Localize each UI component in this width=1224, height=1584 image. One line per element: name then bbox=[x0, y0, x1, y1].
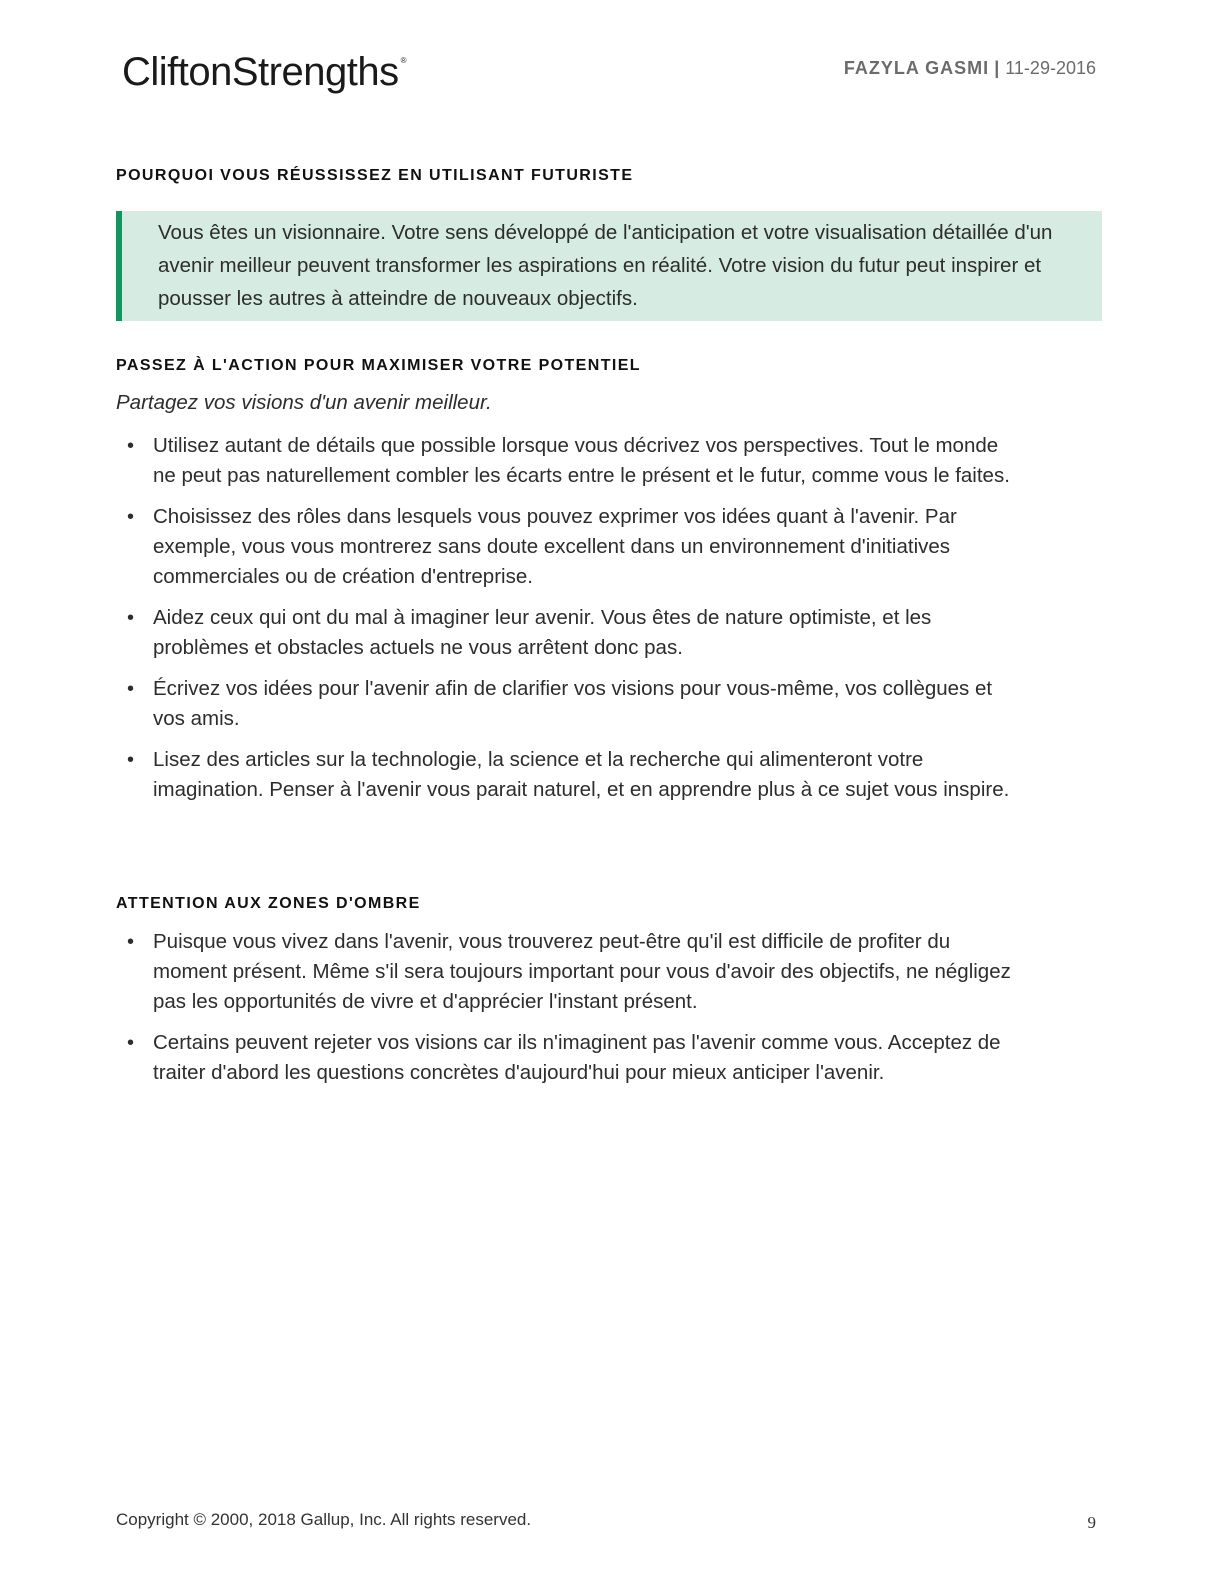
list-item bbox=[116, 502, 1026, 592]
list-item bbox=[116, 927, 1026, 1017]
list-item-text: Utilisez autant de détails que possible lorsque vous décrivez vos perspectives. Tout le monde ne peut pas naturellement combler les écarts entre le présent et le futur, comme vous le faites. bbox=[153, 434, 1010, 487]
copyright-notice: Copyright © 2000, 2018 Gallup, Inc. All rights reserved. bbox=[116, 1510, 532, 1529]
list-item bbox=[116, 745, 1026, 805]
list-item bbox=[116, 603, 1026, 663]
list-item-text: Choisissez des rôles dans lesquels vous pouvez exprimer vos idées quant à l'avenir. Par exemple, vous vous montrerez sans doute excellent dans un environnement d'initiatives commerciales ou de création d'entreprise. bbox=[153, 505, 957, 588]
report-owner-header bbox=[844, 58, 1096, 79]
person-name: FAZYLA GASMI bbox=[843, 58, 990, 78]
logo-text: CliftonStrengths bbox=[122, 50, 399, 94]
list-item bbox=[116, 674, 1026, 734]
list-item-text: Lisez des articles sur la technologie, la science et la recherche qui alimenteront votre imagination. Penser à l'avenir vous parait naturel, et en apprendre plus à ce sujet vous inspire. bbox=[153, 748, 1010, 801]
registered-mark: ® bbox=[400, 56, 406, 65]
bullet-icon: • bbox=[127, 678, 135, 700]
action-intro: Partagez vos visions d'un avenir meilleur. bbox=[116, 391, 492, 414]
bullet-icon: • bbox=[127, 435, 135, 457]
page-number: 9 bbox=[1087, 1513, 1096, 1532]
bullet-icon: • bbox=[127, 931, 135, 953]
list-item-text: Puisque vous vivez dans l'avenir, vous trouverez peut-être qu'il est difficile de profiter du moment présent. Même s'il sera toujours important pour vous d'avoir des objectifs, ne négligez pas les opportunités de vivre et d'apprécier l'instant présent. bbox=[153, 930, 1011, 1013]
list-item bbox=[116, 431, 1026, 491]
blind-spots-bullet-list bbox=[116, 927, 1026, 1099]
list-item-text: Certains peuvent rejeter vos visions car ils n'imaginent pas l'avenir comme vous. Acceptez de traiter d'abord les questions concrètes d'aujourd'hui pour mieux anticiper l'avenir. bbox=[153, 1031, 1001, 1084]
cliftonstrengths-logo bbox=[122, 50, 406, 95]
bullet-icon: • bbox=[127, 1032, 135, 1054]
action-bullet-list bbox=[116, 431, 1026, 816]
report-date: 11-29-2016 bbox=[1005, 58, 1096, 78]
section-heading-action: PASSEZ À L'ACTION POUR MAXIMISER VOTRE POTENTIEL bbox=[116, 357, 641, 374]
bullet-icon: • bbox=[127, 749, 135, 771]
header-separator: | bbox=[994, 58, 1001, 78]
bullet-icon: • bbox=[127, 607, 135, 629]
list-item-text: Écrivez vos idées pour l'avenir afin de clarifier vos visions pour vous-même, vos collègues et vos amis. bbox=[153, 677, 993, 730]
callout-text: Vous êtes un visionnaire. Votre sens développé de l'anticipation et votre visualisation détaillée d'un avenir meilleur peuvent transformer les aspirations en réalité. Votre vision du futur peut inspirer et pousser les autres à atteindre de nouveaux objectifs. bbox=[158, 221, 1053, 310]
section-heading-why: POURQUOI VOUS RÉUSSISSEZ EN UTILISANT FUTURISTE bbox=[116, 167, 634, 184]
bullet-icon: • bbox=[127, 506, 135, 528]
section-heading-blind-spots: ATTENTION AUX ZONES D'OMBRE bbox=[116, 895, 421, 912]
theme-callout-box bbox=[116, 211, 1102, 321]
list-item bbox=[116, 1028, 1026, 1088]
list-item-text: Aidez ceux qui ont du mal à imaginer leur avenir. Vous êtes de nature optimiste, et les problèmes et obstacles actuels ne vous arrêtent donc pas. bbox=[153, 606, 932, 659]
